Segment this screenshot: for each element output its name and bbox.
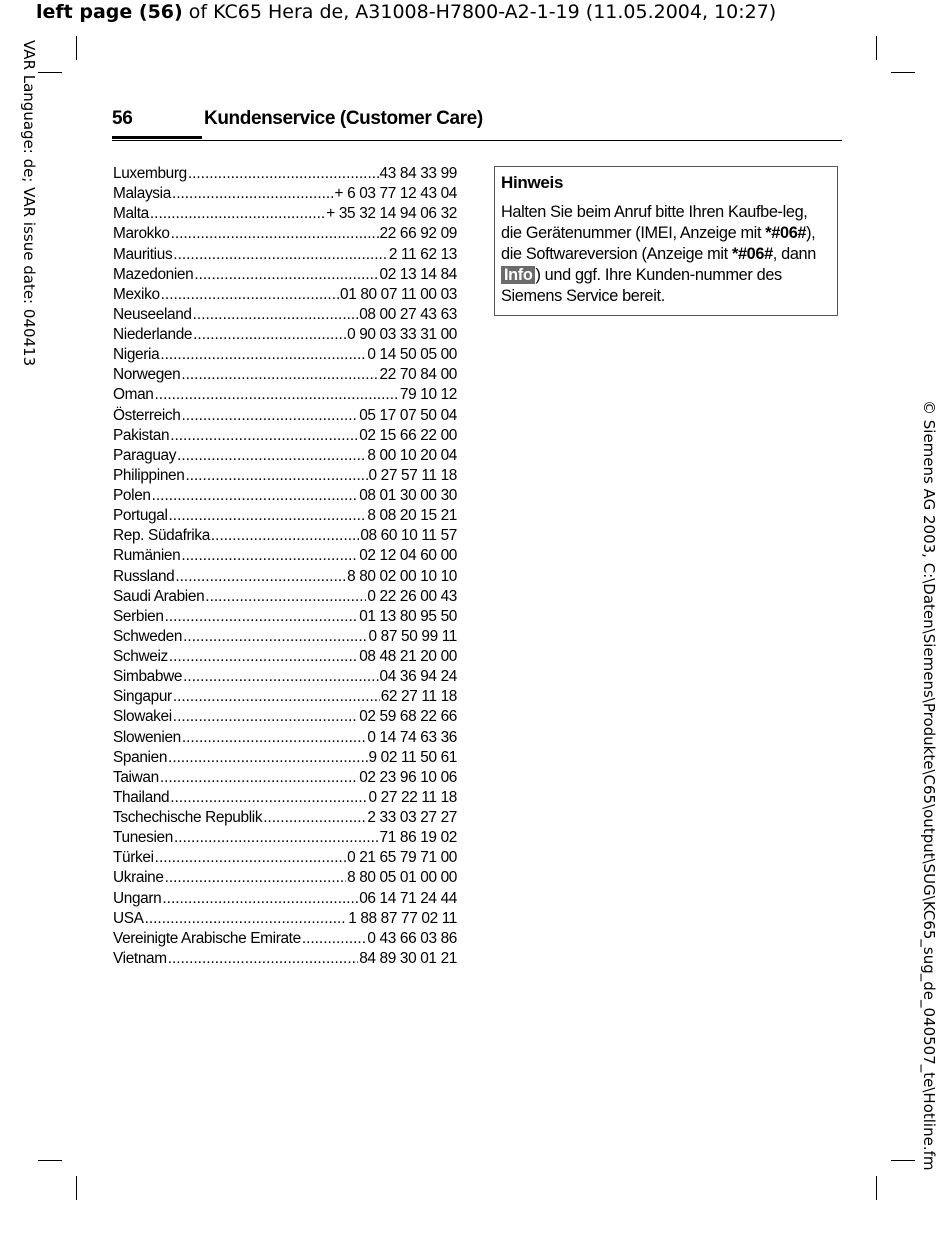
- dot-leader: [173, 245, 388, 265]
- phone-number: 0 87 50 99 11: [368, 627, 457, 645]
- hotline-row: [113, 385, 457, 405]
- hotline-row: [113, 949, 457, 969]
- dot-leader: [168, 949, 358, 969]
- dot-leader: [170, 788, 367, 808]
- copyright-path-note: [918, 400, 940, 1240]
- phone-number: 2 33 03 27 27: [367, 809, 457, 826]
- phone-number: 0 27 57 11 18: [368, 466, 457, 484]
- hotline-row: [113, 788, 457, 808]
- phone-number: 62 27 11 18: [380, 688, 457, 706]
- country-name: Taiwan: [113, 768, 159, 786]
- country-name: Tunesien: [113, 829, 173, 847]
- country-name: Slowakei: [113, 708, 172, 726]
- dot-leader: [182, 728, 367, 748]
- phone-number: 08 00 27 43 63: [359, 305, 457, 323]
- country-name: Luxemburg: [113, 165, 187, 182]
- phone-number: 08 01 30 00 30: [359, 487, 457, 504]
- hotline-row: [113, 889, 457, 909]
- phone-number: 08 60 10 11 57: [360, 527, 457, 545]
- country-name: Saudi Arabien: [113, 587, 205, 605]
- phone-number: 9 02 11 50 61: [368, 748, 457, 766]
- dot-leader: [183, 667, 378, 687]
- phone-number: 01 13 80 95 50: [359, 607, 457, 625]
- page-title: Kundenservice (Customer Care): [204, 108, 483, 129]
- country-name: Simbabwe: [113, 668, 183, 686]
- phone-number: 2 11 62 13: [388, 245, 457, 263]
- hotline-row: [113, 486, 457, 506]
- crop-mark: [891, 1160, 915, 1161]
- phone-number: 01 80 07 11 00 03: [339, 285, 457, 303]
- country-name: Vereinigte Arabische Emirate: [113, 929, 301, 947]
- dot-leader: [183, 627, 367, 647]
- dot-leader: [169, 506, 367, 526]
- phone-number: 0 14 50 05 00: [367, 346, 457, 364]
- hotline-row: [113, 406, 457, 426]
- phone-number: 02 23 96 10 06: [359, 768, 457, 786]
- hotline-row: [113, 466, 457, 486]
- info-softkey: Info: [501, 266, 535, 284]
- hotline-row: [113, 446, 457, 466]
- country-name: Singapur: [113, 688, 172, 706]
- phone-number: 0 22 26 00 43: [367, 587, 457, 605]
- country-name: Rumänien: [113, 547, 181, 565]
- phone-number: 02 59 68 22 66: [359, 708, 457, 726]
- phone-number: 08 48 21 20 00: [359, 648, 457, 665]
- dot-leader: [165, 868, 346, 888]
- phone-number: 22 66 92 09: [379, 225, 457, 243]
- country-name: Ukraine: [113, 869, 164, 887]
- country-name: Niederlande: [113, 326, 193, 343]
- country-name: Oman: [113, 386, 154, 404]
- dot-leader: [175, 567, 346, 587]
- country-name: Russland: [113, 567, 175, 585]
- dot-leader: [155, 848, 346, 868]
- copyright-path-text: © Siemens AG 2003, C:\Daten\Siemens\Produkte\C65\output\SUG\KC65_sug_de_040507_te\Hotline.fm: [920, 400, 938, 1171]
- phone-number: 8 80 05 01 00 00: [347, 869, 457, 887]
- country-name: Norwegen: [113, 366, 181, 384]
- phone-number: 22 70 84 00: [379, 366, 457, 384]
- phone-number: 02 13 14 84: [379, 265, 457, 283]
- dot-leader: [168, 748, 368, 768]
- country-name: Serbien: [113, 607, 164, 625]
- hint-text-part: ) und ggf. Ihre Kunden-nummer des Siemens Service bereit.: [501, 266, 782, 305]
- crop-mark: [76, 36, 77, 60]
- phone-number: 8 80 02 00 10 10: [347, 567, 457, 585]
- phone-number: 1 88 87 77 02 11: [348, 909, 457, 927]
- phone-number: 8 08 20 15 21: [367, 507, 457, 525]
- phone-number: 0 90 03 33 31 00: [347, 326, 457, 343]
- phone-number: 0 27 22 11 18: [368, 788, 457, 806]
- hotline-row: [113, 265, 457, 285]
- dot-leader: [152, 486, 359, 506]
- var-language-text: VAR Language: de; VAR issue date: 040413: [20, 40, 38, 367]
- phone-number: + 6 03 77 12 43 04: [334, 185, 457, 203]
- crop-mark: [891, 72, 915, 73]
- country-name: Malta: [113, 205, 149, 223]
- banner-document-info: of KC65 Hera de, A31008-H7800-A2-1-19 (11.05.2004, 10:27): [182, 1, 777, 23]
- country-name: Spanien: [113, 748, 168, 766]
- hotline-row: [113, 204, 457, 224]
- hotline-row: [113, 929, 457, 949]
- hotline-row: [113, 587, 457, 607]
- hotline-row: [113, 748, 457, 768]
- country-name: Rep. Südafrika: [113, 527, 210, 545]
- dot-leader: [182, 406, 359, 426]
- hotline-row: [113, 285, 457, 305]
- crop-mark: [76, 1176, 77, 1200]
- country-name: Mauritius: [113, 245, 173, 263]
- hint-text-part: ), die Softwareversion (Anzeige mit: [501, 224, 816, 263]
- dot-leader: [173, 687, 380, 707]
- country-name: Pakistan: [113, 426, 170, 444]
- phone-number: 0 43 66 03 86: [367, 929, 457, 947]
- hotline-row: [113, 728, 457, 748]
- country-name: Tschechische Republik: [113, 809, 263, 826]
- hotline-row: [113, 245, 457, 265]
- country-name: Neuseeland: [113, 305, 192, 323]
- hotline-row: [113, 627, 457, 647]
- country-name: Mexiko: [113, 285, 160, 303]
- country-name: Mazedonien: [113, 265, 194, 283]
- phone-number: 05 17 07 50 04: [359, 406, 457, 424]
- crop-mark: [876, 1176, 877, 1200]
- hotline-row: [113, 687, 457, 707]
- dot-leader: [194, 265, 378, 285]
- dot-leader: [302, 929, 367, 949]
- country-name: Türkei: [113, 849, 154, 867]
- hotline-row: [113, 325, 457, 345]
- hotline-row: [113, 506, 457, 526]
- country-name: Vietnam: [113, 949, 167, 967]
- country-name: Schweiz: [113, 648, 168, 665]
- phone-number: 43 84 33 99: [379, 165, 457, 182]
- dot-leader: [171, 224, 379, 244]
- hotline-row: [113, 808, 457, 828]
- var-language-note: [18, 40, 40, 400]
- hint-text-part: , dann: [772, 245, 816, 263]
- hint-title: Hinweis: [501, 173, 564, 192]
- crop-mark: [876, 36, 877, 60]
- dot-leader: [150, 204, 325, 224]
- phone-number: 0 14 74 63 36: [367, 728, 457, 746]
- dot-leader: [169, 647, 358, 667]
- hotline-row: [113, 345, 457, 365]
- phone-number: 79 10 12: [399, 386, 457, 404]
- phone-number: 06 14 71 24 44: [359, 889, 457, 907]
- hotline-row: [113, 526, 457, 546]
- hotline-list: [113, 164, 457, 969]
- dot-leader: [160, 345, 366, 365]
- imei-code: *#06#: [731, 245, 773, 263]
- hotline-row: [113, 305, 457, 325]
- dot-leader: [205, 587, 366, 607]
- dot-leader: [185, 466, 367, 486]
- country-name: USA: [113, 909, 144, 927]
- hotline-row: [113, 768, 457, 788]
- banner-page-label: left page (56): [36, 1, 183, 23]
- dot-leader: [162, 889, 358, 909]
- hotline-row: [113, 164, 457, 184]
- country-name: Portugal: [113, 507, 168, 525]
- hotline-row: [113, 868, 457, 888]
- country-name: Österreich: [113, 406, 181, 424]
- dot-leader: [177, 446, 366, 466]
- hint-box: [494, 166, 838, 316]
- country-name: Philippinen: [113, 466, 185, 484]
- country-name: Paraguay: [113, 446, 177, 464]
- country-name: Schweden: [113, 627, 183, 645]
- hotline-row: [113, 567, 457, 587]
- document-banner: [36, 0, 776, 24]
- dot-leader: [263, 808, 366, 828]
- dot-leader: [193, 325, 346, 345]
- dot-leader: [193, 305, 359, 325]
- dot-leader: [181, 546, 358, 566]
- hotline-row: [113, 224, 457, 244]
- dot-leader: [211, 526, 359, 546]
- dot-leader: [172, 184, 334, 204]
- hotline-row: [113, 828, 457, 848]
- hotline-row: [113, 426, 457, 446]
- dot-leader: [181, 365, 378, 385]
- phone-number: 8 00 10 20 04: [367, 446, 457, 464]
- hotline-row: [113, 546, 457, 566]
- dot-leader: [170, 426, 358, 446]
- hotline-row: [113, 707, 457, 727]
- country-name: Polen: [113, 487, 151, 504]
- phone-number: + 35 32 14 94 06 32: [326, 205, 457, 223]
- dot-leader: [161, 285, 339, 305]
- dot-leader: [155, 385, 399, 405]
- country-name: Ungarn: [113, 889, 162, 907]
- hint-text-part: Halten Sie beim Anruf bitte Ihren Kaufbe-leg, die Gerätenummer (IMEI, Anzeige mit: [501, 203, 808, 242]
- phone-number: 04 36 94 24: [379, 668, 457, 686]
- page-number: 56: [112, 106, 202, 139]
- country-name: Malaysia: [113, 185, 171, 203]
- hotline-row: [113, 848, 457, 868]
- hotline-row: [113, 909, 457, 929]
- crop-mark: [38, 1160, 62, 1161]
- dot-leader: [165, 607, 359, 627]
- country-name: Thailand: [113, 788, 170, 806]
- dot-leader: [174, 828, 379, 848]
- hotline-row: [113, 365, 457, 385]
- country-name: Nigeria: [113, 346, 160, 364]
- hint-text: [501, 202, 831, 307]
- crop-mark: [38, 72, 62, 73]
- dot-leader: [160, 768, 358, 788]
- hotline-row: [113, 184, 457, 204]
- phone-number: 84 89 30 01 21: [359, 949, 457, 967]
- imei-code: *#06#: [765, 224, 807, 242]
- hotline-row: [113, 647, 457, 667]
- phone-number: 71 86 19 02: [379, 829, 457, 847]
- phone-number: 02 12 04 60 00: [359, 547, 457, 565]
- phone-number: 02 15 66 22 00: [359, 426, 457, 444]
- phone-number: 0 21 65 79 71 00: [347, 849, 457, 867]
- page-header: [112, 106, 842, 141]
- country-name: Slowenien: [113, 728, 181, 746]
- hotline-row: [113, 607, 457, 627]
- hotline-row: [113, 667, 457, 687]
- dot-leader: [188, 164, 379, 184]
- dot-leader: [145, 909, 348, 929]
- dot-leader: [173, 707, 358, 727]
- country-name: Marokko: [113, 225, 170, 243]
